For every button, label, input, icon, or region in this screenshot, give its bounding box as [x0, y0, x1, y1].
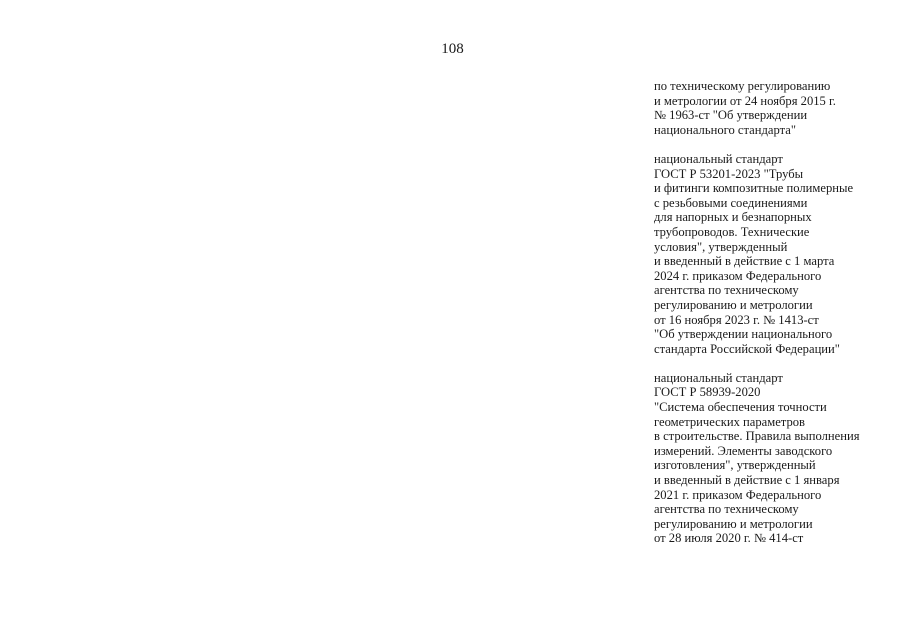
text-line: "Система обеспечения точности [654, 400, 827, 415]
text-line: агентства по техническому [654, 283, 799, 298]
text-line: "Об утверждении национального [654, 327, 833, 342]
text-line: ГОСТ Р 53201-2023 "Трубы [654, 166, 804, 181]
text-line: и введенный в действие с 1 января [654, 473, 840, 488]
text-column [654, 79, 899, 546]
paragraph-1 [654, 79, 899, 137]
text-line: от 16 ноября 2023 г. № 1413-ст [654, 312, 819, 327]
text-line: регулированию и метрологии [654, 297, 813, 312]
text-line: национального стандарта" [654, 122, 796, 137]
text-line: стандарта Российской Федерации" [654, 341, 840, 356]
text-line: в строительстве. Правила выполнения [654, 429, 860, 444]
text-line: № 1963-ст "Об утверждении [654, 108, 808, 123]
text-line: ГОСТ Р 58939-2020 [654, 385, 761, 400]
text-line: агентства по техническому [654, 502, 799, 517]
text-line: по техническому регулированию [654, 79, 831, 93]
text-line: геометрических параметров [654, 414, 806, 429]
text-line: 2021 г. приказом Федерального [654, 487, 822, 502]
text-line: от 28 июля 2020 г. № 414-ст [654, 531, 804, 546]
text-line: условия", утвержденный [654, 239, 788, 254]
text-line: с резьбовыми соединениями [654, 195, 808, 210]
text-line: и введенный в действие с 1 марта [654, 254, 835, 269]
text-line: национальный стандарт [654, 151, 783, 166]
text-line: регулированию и метрологии [654, 516, 813, 531]
paragraph-2 [654, 152, 899, 356]
page-number: 108 [441, 41, 464, 57]
paragraph-3 [654, 371, 899, 546]
text-line: 2024 г. приказом Федерального [654, 268, 822, 283]
text-line: и фитинги композитные полимерные [654, 181, 854, 196]
text-line: измерений. Элементы заводского [654, 443, 833, 458]
text-line: трубопроводов. Технические [654, 224, 810, 239]
text-line: национальный стандарт [654, 370, 783, 385]
text-line: для напорных и безнапорных [654, 210, 812, 225]
text-line: изготовления", утвержденный [654, 458, 816, 473]
text-line: и метрологии от 24 ноября 2015 г. [654, 93, 836, 108]
